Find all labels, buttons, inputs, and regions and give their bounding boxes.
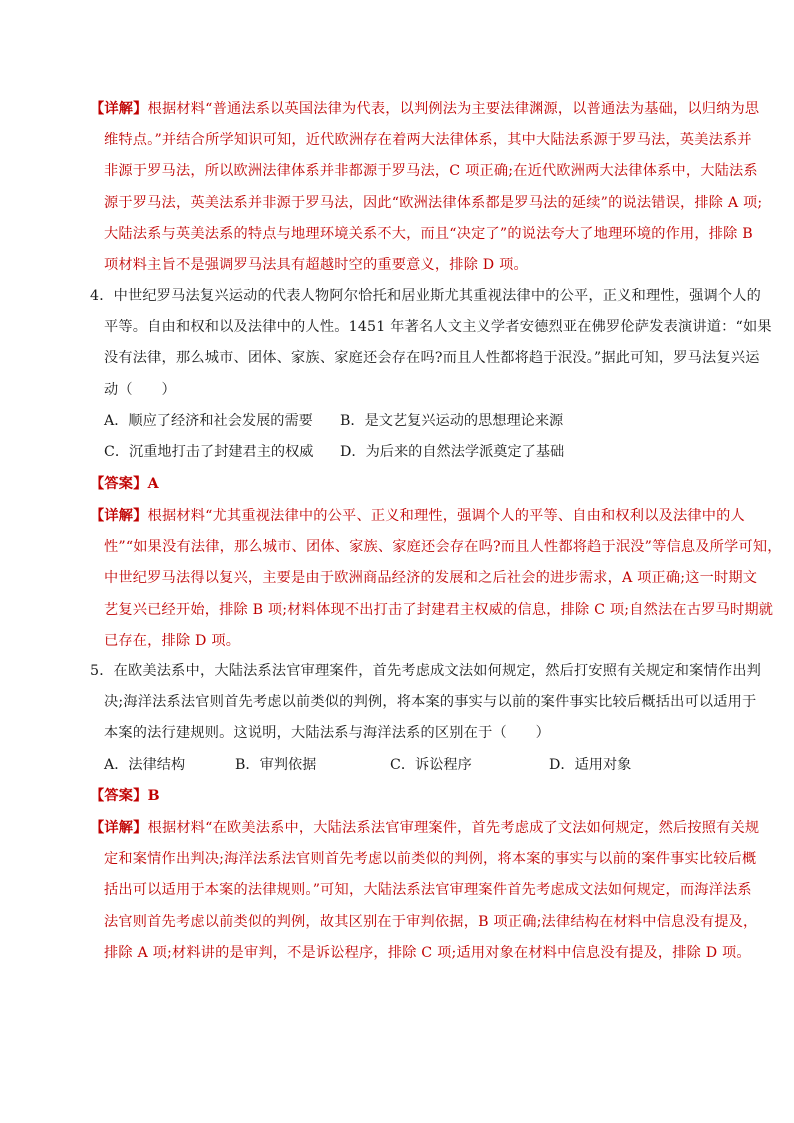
q4-option-d: D．为后来的自然法学派奠定了基础 xyxy=(340,444,565,460)
question-4 xyxy=(90,281,772,406)
q4-option-c: C．沉重地打击了封建君主的权威 xyxy=(104,444,314,460)
q5-explain-line-3: 括出可以适用于本案的法律规则。”可知，大陆法系法官审理案件首先考虑成文法如何规定，而海洋法系 xyxy=(104,882,752,899)
q4-option-b: B．是文艺复兴运动的思想理论来源 xyxy=(340,413,564,429)
q3-explain-line-2: 维特点。”并结合所学知识可知，近代欧洲存在着两大法律体系，其中大陆法系源于罗马法，英美法系并 xyxy=(104,132,752,149)
question-5 xyxy=(90,656,762,750)
q4-explain-line-2: 性”“如果没有法律，那么城市、团体、家族、家庭还会存在吗?而且人性都将趋于泯没”等信息及所学可知， xyxy=(104,539,782,556)
q5-option-c: C．诉讼程序 xyxy=(390,757,472,773)
q4-stem-line-1: 4．中世纪罗马法复兴运动的代表人物阿尔恰托和居业斯尤其重视法律中的公平，正义和理性，强调个人的 xyxy=(90,288,762,304)
q3-explain-line-3: 非源于罗马法，所以欧洲法律体系并非都源于罗马法，C 项正确;在近代欧洲两大法律体系中，大陆法系 xyxy=(104,163,758,180)
q4-explanation xyxy=(90,501,782,657)
q5-explain-line-1: 【详解】根据材料“在欧美法系中，大陆法系法官审理案件，首先考虑成了文法如何规定，然后按照有关规 xyxy=(90,820,760,836)
q3-explanation xyxy=(90,94,763,281)
q5-stem-line-3: 本案的法行建规则。这说明，大陆法系与海洋法系的区别在于（ ） xyxy=(104,725,551,742)
answer-tag: 【答案】 xyxy=(90,476,148,492)
q4-explain-line-5: 已存在，排除 D 项。 xyxy=(104,632,241,649)
q5-explanation xyxy=(90,813,760,969)
q4-explain-line-4: 艺复兴已经开始，排除 B 项;材料体现不出打击了封建君主权威的信息，排除 C 项;自然法在古罗马时期就 xyxy=(104,601,774,618)
q4-option-a: A．顺应了经济和社会发展的需要 xyxy=(104,413,313,429)
q5-explain-line-2: 定和案情作出判决;海洋法系法官则首先考虑以前类似的判例，将本案的事实与以前的案件事实比较后概 xyxy=(104,851,757,868)
q5-stem-line-1: 5．在欧美法系中，大陆法系法官审理案件，首先考虑成文法如何规定，然后打安照有关规定和案情作出判 xyxy=(90,663,762,679)
q5-stem-line-2: 决;海洋法系法官则首先考虑以前类似的判例，将本案的事实与以前的案件事实比较后概括出可以适用于 xyxy=(104,694,757,711)
answer-tag: 【答案】 xyxy=(90,788,148,804)
q5-explain-line-4: 法官则首先考虑以前类似的判例，故其区别在于审判依据，B 项正确;法律结构在材料中信息没有提及， xyxy=(104,913,758,930)
q5-option-d: D．适用对象 xyxy=(549,757,632,773)
detail-tag: 【详解】 xyxy=(90,508,148,524)
q5-explain-line-5: 排除 A 项;材料讲的是审判，不是诉讼程序，排除 C 项;适用对象在材料中信息没有提及，排除 D 项。 xyxy=(104,944,751,961)
q4-explain-line-1: 【详解】根据材料“尤其重视法律中的公平、正义和理性，强调个人的平等、自由和权利以及法律中的人 xyxy=(90,508,745,524)
q4-answer-value: A xyxy=(147,476,159,492)
q4-stem-line-4: 动（ ） xyxy=(104,381,176,398)
detail-tag: 【详解】 xyxy=(90,101,148,117)
q4-answer xyxy=(90,469,720,500)
q5-answer-value: B xyxy=(147,788,160,804)
q3-explain-line-6: 项材料主旨不是强调罗马法具有超越时空的重要意义，排除 D 项。 xyxy=(104,257,528,274)
q3-explain-line-4: 源于罗马法，英美法系并非源于罗马法，因此“欧洲法律体系都是罗马法的延续”的说法错误，排除 A 项; xyxy=(104,194,763,211)
q3-explain-line-5: 大陆法系与英美法系的特点与地理环境关系不大，而且“决定了”的说法夸大了地理环境的作用，排除 B xyxy=(104,225,753,242)
q4-explain-line-3: 中世纪罗马法得以复兴，主要是由于欧洲商品经济的发展和之后社会的进步需求，A 项正确;这一时期文 xyxy=(104,570,758,587)
q5-option-a: A．法律结构 xyxy=(104,757,186,773)
q4-stem-line-2: 平等。自由和权和以及法律中的人性。1451 年著名人文主义学者安德烈亚在佛罗伦萨发表演讲道：“如果 xyxy=(104,319,772,336)
q5-option-b: B．审判依据 xyxy=(235,757,317,773)
q4-options xyxy=(104,406,704,468)
detail-tag: 【详解】 xyxy=(90,820,148,836)
q5-answer xyxy=(90,781,720,812)
q5-options xyxy=(104,750,704,781)
q4-stem-line-3: 没有法律，那么城市、团体、家族、家庭还会存在吗?而且人性都将趋于泯没。”据此可知，罗马法复兴运 xyxy=(104,350,760,367)
q3-explain-line-1: 【详解】根据材料“普通法系以英国法律为代表，以判例法为主要法律渊源，以普通法为基础，以归纳为思 xyxy=(90,101,760,117)
